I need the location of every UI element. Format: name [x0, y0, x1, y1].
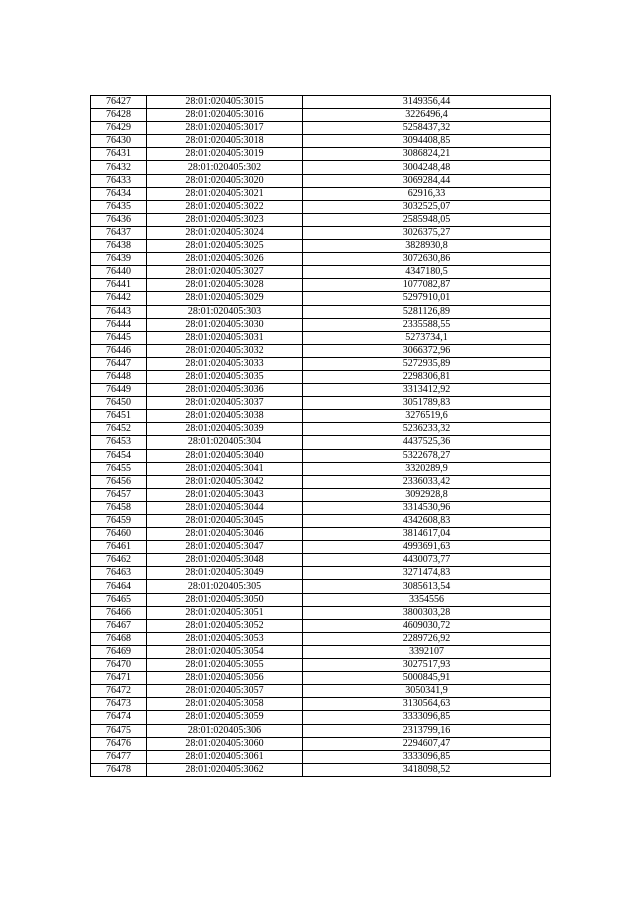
cadastral-number-cell: 28:01:020405:3054	[147, 645, 303, 658]
table-row	[91, 619, 551, 632]
cadastral-number-cell: 28:01:020405:3035	[147, 370, 303, 383]
row-number-cell: 76467	[91, 619, 147, 632]
table-row	[91, 528, 551, 541]
cadastral-value-cell: 3086824,21	[303, 148, 551, 161]
table-row	[91, 567, 551, 580]
row-number-cell: 76475	[91, 724, 147, 737]
table-row	[91, 384, 551, 397]
cadastral-value-cell: 3066372,96	[303, 344, 551, 357]
row-number-cell: 76433	[91, 174, 147, 187]
table-row	[91, 541, 551, 554]
cadastral-number-cell: 28:01:020405:3026	[147, 253, 303, 266]
cadastral-value-cell: 5273734,1	[303, 331, 551, 344]
cadastral-value-cell: 2313799,16	[303, 724, 551, 737]
cadastral-number-cell: 28:01:020405:3058	[147, 698, 303, 711]
cadastral-number-cell: 28:01:020405:3020	[147, 174, 303, 187]
row-number-cell: 76434	[91, 187, 147, 200]
table-row	[91, 96, 551, 109]
cadastral-number-cell: 28:01:020405:303	[147, 305, 303, 318]
cadastral-value-cell: 5281126,89	[303, 305, 551, 318]
cadastral-value-cell: 3085613,54	[303, 580, 551, 593]
cadastral-number-cell: 28:01:020405:3038	[147, 410, 303, 423]
cadastral-value-cell: 2336033,42	[303, 475, 551, 488]
cadastral-value-cell: 3314530,96	[303, 501, 551, 514]
table-row	[91, 737, 551, 750]
cadastral-number-cell: 28:01:020405:3044	[147, 501, 303, 514]
cadastral-value-table	[90, 95, 551, 777]
cadastral-number-cell: 28:01:020405:3046	[147, 528, 303, 541]
row-number-cell: 76463	[91, 567, 147, 580]
row-number-cell: 76449	[91, 384, 147, 397]
table-row	[91, 161, 551, 174]
cadastral-number-cell: 28:01:020405:304	[147, 436, 303, 449]
row-number-cell: 76450	[91, 397, 147, 410]
row-number-cell: 76455	[91, 462, 147, 475]
cadastral-number-cell: 28:01:020405:3036	[147, 384, 303, 397]
cadastral-value-cell: 3032525,07	[303, 200, 551, 213]
cadastral-number-cell: 28:01:020405:3049	[147, 567, 303, 580]
cadastral-number-cell: 28:01:020405:3019	[147, 148, 303, 161]
cadastral-value-cell: 5322678,27	[303, 449, 551, 462]
cadastral-number-cell: 28:01:020405:3052	[147, 619, 303, 632]
row-number-cell: 76448	[91, 370, 147, 383]
cadastral-number-cell: 28:01:020405:3057	[147, 685, 303, 698]
table-row	[91, 410, 551, 423]
cadastral-value-cell: 3027517,93	[303, 659, 551, 672]
table-row	[91, 344, 551, 357]
row-number-cell: 76469	[91, 645, 147, 658]
cadastral-value-cell: 4430073,77	[303, 554, 551, 567]
row-number-cell: 76431	[91, 148, 147, 161]
table-row	[91, 554, 551, 567]
table-row	[91, 292, 551, 305]
cadastral-value-cell: 3320289,9	[303, 462, 551, 475]
row-number-cell: 76440	[91, 266, 147, 279]
cadastral-value-cell: 1077082,87	[303, 279, 551, 292]
cadastral-value-cell: 3354556	[303, 593, 551, 606]
table-row	[91, 672, 551, 685]
cadastral-number-cell: 28:01:020405:302	[147, 161, 303, 174]
row-number-cell: 76454	[91, 449, 147, 462]
cadastral-number-cell: 28:01:020405:3040	[147, 449, 303, 462]
row-number-cell: 76437	[91, 226, 147, 239]
cadastral-number-cell: 28:01:020405:3055	[147, 659, 303, 672]
row-number-cell: 76432	[91, 161, 147, 174]
row-number-cell: 76474	[91, 711, 147, 724]
cadastral-number-cell: 28:01:020405:3017	[147, 122, 303, 135]
cadastral-number-cell: 28:01:020405:3059	[147, 711, 303, 724]
row-number-cell: 76443	[91, 305, 147, 318]
table-row	[91, 462, 551, 475]
table-row	[91, 501, 551, 514]
cadastral-number-cell: 28:01:020405:3056	[147, 672, 303, 685]
cadastral-value-cell: 3226496,4	[303, 109, 551, 122]
row-number-cell: 76464	[91, 580, 147, 593]
table-row	[91, 698, 551, 711]
row-number-cell: 76457	[91, 488, 147, 501]
cadastral-number-cell: 28:01:020405:3021	[147, 187, 303, 200]
row-number-cell: 76435	[91, 200, 147, 213]
table-row	[91, 305, 551, 318]
cadastral-number-cell: 28:01:020405:3027	[147, 266, 303, 279]
table-row	[91, 632, 551, 645]
cadastral-value-cell: 5272935,89	[303, 357, 551, 370]
cadastral-value-cell: 2289726,92	[303, 632, 551, 645]
cadastral-value-cell: 3313412,92	[303, 384, 551, 397]
table-row	[91, 711, 551, 724]
cadastral-value-cell: 5297910,01	[303, 292, 551, 305]
cadastral-value-cell: 3828930,8	[303, 240, 551, 253]
table-row	[91, 226, 551, 239]
cadastral-number-cell: 28:01:020405:3028	[147, 279, 303, 292]
cadastral-value-cell: 3392107	[303, 645, 551, 658]
cadastral-value-cell: 3004248,48	[303, 161, 551, 174]
row-number-cell: 76459	[91, 515, 147, 528]
cadastral-value-cell: 3333096,85	[303, 711, 551, 724]
row-number-cell: 76444	[91, 318, 147, 331]
table-row	[91, 266, 551, 279]
table-row	[91, 515, 551, 528]
cadastral-value-cell: 5258437,32	[303, 122, 551, 135]
row-number-cell: 76460	[91, 528, 147, 541]
table-row	[91, 685, 551, 698]
row-number-cell: 76452	[91, 423, 147, 436]
cadastral-number-cell: 28:01:020405:3061	[147, 750, 303, 763]
table-row	[91, 488, 551, 501]
table-row	[91, 253, 551, 266]
row-number-cell: 76429	[91, 122, 147, 135]
table-row	[91, 436, 551, 449]
cadastral-value-cell: 3418098,52	[303, 763, 551, 776]
cadastral-number-cell: 28:01:020405:306	[147, 724, 303, 737]
cadastral-number-cell: 28:01:020405:3023	[147, 213, 303, 226]
cadastral-value-cell: 4993691,63	[303, 541, 551, 554]
row-number-cell: 76436	[91, 213, 147, 226]
row-number-cell: 76468	[91, 632, 147, 645]
cadastral-number-cell: 28:01:020405:3041	[147, 462, 303, 475]
cadastral-number-cell: 28:01:020405:3025	[147, 240, 303, 253]
cadastral-value-cell: 3800303,28	[303, 606, 551, 619]
cadastral-number-cell: 28:01:020405:3062	[147, 763, 303, 776]
row-number-cell: 76478	[91, 763, 147, 776]
cadastral-number-cell: 28:01:020405:3031	[147, 331, 303, 344]
row-number-cell: 76439	[91, 253, 147, 266]
cadastral-value-cell: 5000845,91	[303, 672, 551, 685]
cadastral-number-cell: 28:01:020405:3024	[147, 226, 303, 239]
row-number-cell: 76466	[91, 606, 147, 619]
table-row	[91, 357, 551, 370]
cadastral-value-cell: 3814617,04	[303, 528, 551, 541]
cadastral-number-cell: 28:01:020405:3032	[147, 344, 303, 357]
row-number-cell: 76473	[91, 698, 147, 711]
table-row	[91, 724, 551, 737]
table-row	[91, 593, 551, 606]
cadastral-value-cell: 3069284,44	[303, 174, 551, 187]
cadastral-value-cell: 3051789,83	[303, 397, 551, 410]
cadastral-value-cell: 4342608,83	[303, 515, 551, 528]
table-row	[91, 475, 551, 488]
row-number-cell: 76430	[91, 135, 147, 148]
cadastral-number-cell: 28:01:020405:3037	[147, 397, 303, 410]
cadastral-number-cell: 28:01:020405:3030	[147, 318, 303, 331]
table-row	[91, 423, 551, 436]
table-row	[91, 331, 551, 344]
cadastral-value-cell: 2585948,05	[303, 213, 551, 226]
table-row	[91, 763, 551, 776]
cadastral-value-cell: 3050341,9	[303, 685, 551, 698]
cadastral-number-cell: 28:01:020405:3022	[147, 200, 303, 213]
table-row	[91, 750, 551, 763]
table-row	[91, 122, 551, 135]
table-row	[91, 318, 551, 331]
table-row	[91, 397, 551, 410]
row-number-cell: 76465	[91, 593, 147, 606]
row-number-cell: 76441	[91, 279, 147, 292]
cadastral-number-cell: 28:01:020405:3045	[147, 515, 303, 528]
row-number-cell: 76445	[91, 331, 147, 344]
cadastral-number-cell: 28:01:020405:3039	[147, 423, 303, 436]
cadastral-number-cell: 28:01:020405:3053	[147, 632, 303, 645]
cadastral-value-cell: 4347180,5	[303, 266, 551, 279]
cadastral-value-cell: 3094408,85	[303, 135, 551, 148]
cadastral-number-cell: 28:01:020405:3043	[147, 488, 303, 501]
row-number-cell: 76427	[91, 96, 147, 109]
cadastral-value-cell: 3149356,44	[303, 96, 551, 109]
cadastral-value-cell: 62916,33	[303, 187, 551, 200]
cadastral-number-cell: 28:01:020405:3051	[147, 606, 303, 619]
table-row	[91, 174, 551, 187]
cadastral-number-cell: 28:01:020405:3015	[147, 96, 303, 109]
row-number-cell: 76453	[91, 436, 147, 449]
row-number-cell: 76461	[91, 541, 147, 554]
table-body	[91, 96, 551, 777]
table-row	[91, 645, 551, 658]
table-row	[91, 449, 551, 462]
cadastral-value-cell: 3271474,83	[303, 567, 551, 580]
row-number-cell: 76442	[91, 292, 147, 305]
cadastral-number-cell: 28:01:020405:3050	[147, 593, 303, 606]
cadastral-value-cell: 3333096,85	[303, 750, 551, 763]
cadastral-value-cell: 2294607,47	[303, 737, 551, 750]
cadastral-value-cell: 4437525,36	[303, 436, 551, 449]
row-number-cell: 76438	[91, 240, 147, 253]
row-number-cell: 76428	[91, 109, 147, 122]
cadastral-value-cell: 4609030,72	[303, 619, 551, 632]
row-number-cell: 76456	[91, 475, 147, 488]
table-row	[91, 213, 551, 226]
cadastral-number-cell: 28:01:020405:3042	[147, 475, 303, 488]
table-row	[91, 580, 551, 593]
table-row	[91, 200, 551, 213]
table-row	[91, 659, 551, 672]
row-number-cell: 76447	[91, 357, 147, 370]
row-number-cell: 76451	[91, 410, 147, 423]
cadastral-number-cell: 28:01:020405:3047	[147, 541, 303, 554]
cadastral-number-cell: 28:01:020405:305	[147, 580, 303, 593]
table-row	[91, 187, 551, 200]
row-number-cell: 76458	[91, 501, 147, 514]
cadastral-number-cell: 28:01:020405:3033	[147, 357, 303, 370]
cadastral-number-cell: 28:01:020405:3060	[147, 737, 303, 750]
cadastral-value-cell: 3072630,86	[303, 253, 551, 266]
table-row	[91, 240, 551, 253]
table-row	[91, 109, 551, 122]
row-number-cell: 76462	[91, 554, 147, 567]
cadastral-value-cell: 5236233,32	[303, 423, 551, 436]
row-number-cell: 76472	[91, 685, 147, 698]
cadastral-number-cell: 28:01:020405:3029	[147, 292, 303, 305]
table-row	[91, 606, 551, 619]
row-number-cell: 76477	[91, 750, 147, 763]
table-row	[91, 135, 551, 148]
cadastral-value-cell: 3092928,8	[303, 488, 551, 501]
cadastral-value-cell: 2298306,81	[303, 370, 551, 383]
table-row	[91, 279, 551, 292]
cadastral-number-cell: 28:01:020405:3016	[147, 109, 303, 122]
cadastral-number-cell: 28:01:020405:3018	[147, 135, 303, 148]
row-number-cell: 76476	[91, 737, 147, 750]
cadastral-value-cell: 3026375,27	[303, 226, 551, 239]
cadastral-value-cell: 3276519,6	[303, 410, 551, 423]
cadastral-number-cell: 28:01:020405:3048	[147, 554, 303, 567]
cadastral-value-cell: 3130564,63	[303, 698, 551, 711]
row-number-cell: 76446	[91, 344, 147, 357]
cadastral-value-cell: 2335588,55	[303, 318, 551, 331]
table-row	[91, 148, 551, 161]
row-number-cell: 76471	[91, 672, 147, 685]
row-number-cell: 76470	[91, 659, 147, 672]
table-row	[91, 370, 551, 383]
